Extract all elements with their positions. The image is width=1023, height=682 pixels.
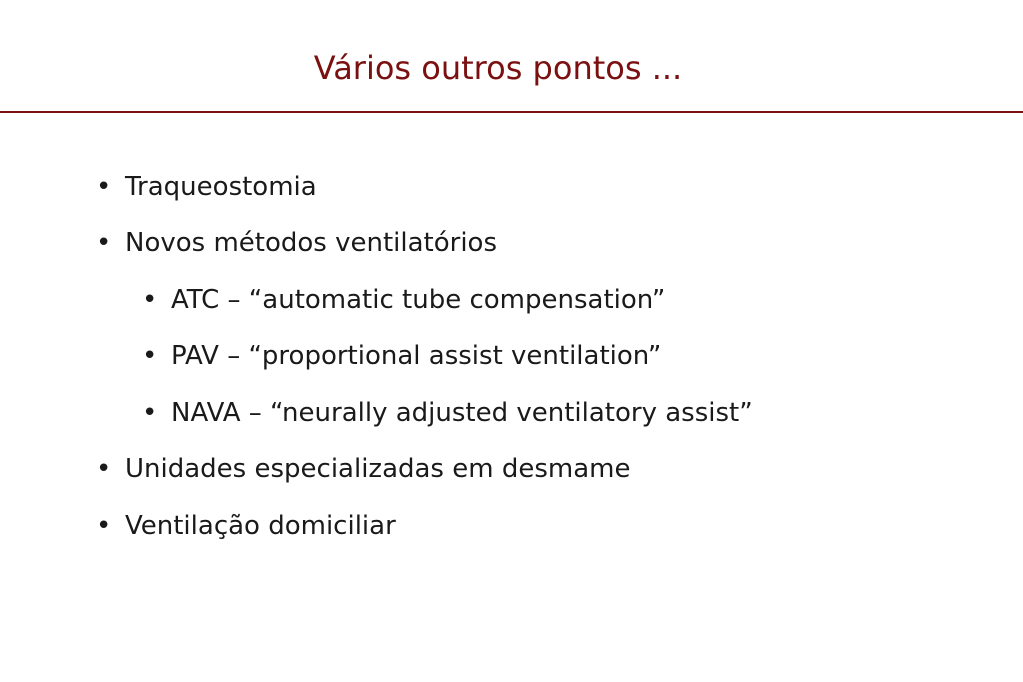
bullet-item-unidades <box>96 453 631 485</box>
bullet-item-traqueostomia <box>96 171 317 203</box>
bullet-icon: • <box>142 341 158 371</box>
bullet-icon: • <box>142 398 158 428</box>
bullet-item-novos-metodos <box>96 227 498 259</box>
bullet-icon: • <box>96 228 112 258</box>
bullet-item-ventilacao-domiciliar <box>96 510 396 542</box>
bullet-text: Novos métodos ventilatórios <box>125 228 498 258</box>
bullet-text: Ventilação domiciliar <box>125 511 396 541</box>
bullet-text: ATC – “automatic tube compensation” <box>171 285 666 315</box>
bullet-icon: • <box>96 172 112 202</box>
bullet-text: Unidades especializadas em desmame <box>125 454 631 484</box>
sub-bullet-item-atc <box>142 284 666 316</box>
sub-bullet-item-pav <box>142 340 662 372</box>
bullet-icon: • <box>142 285 158 315</box>
bullet-icon: • <box>96 454 112 484</box>
bullet-icon: • <box>96 511 112 541</box>
slide-title: Vários outros pontos ... <box>313 49 683 87</box>
bullet-text: Traqueostomia <box>125 172 317 202</box>
sub-bullet-item-nava <box>142 397 753 429</box>
bullet-text: PAV – “proportional assist ventilation” <box>171 341 662 371</box>
bullet-text: NAVA – “neurally adjusted ventilatory assist” <box>171 398 753 428</box>
